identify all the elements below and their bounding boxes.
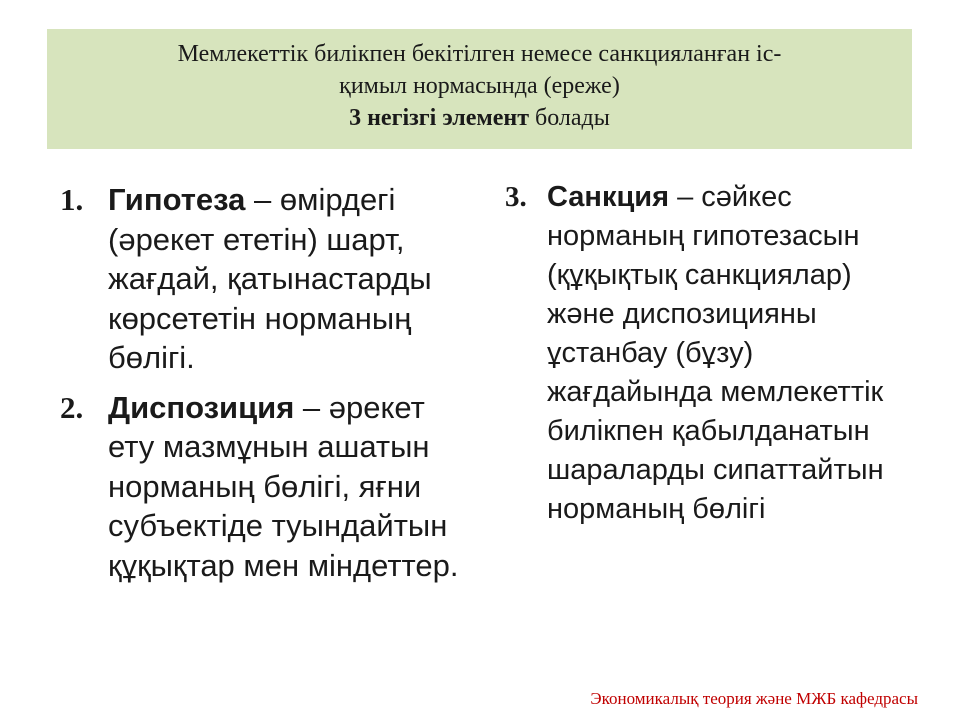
title-box: [47, 29, 912, 149]
item-text: – сәйкес норманың гипотезасын (құқықтық санкциялар) және диспозицияны ұстанбау (бұзу) жағдайында мемлекеттік билікпен қабылданатын шараларды сипаттайтын норманың бөлігі: [547, 181, 884, 525]
item-number: 3.: [505, 181, 527, 213]
list-item-sanction: [505, 178, 915, 529]
right-column: [505, 178, 915, 529]
title-line-3: [67, 102, 892, 134]
list-item-hypothesis: [60, 180, 460, 378]
item-number: 2.: [60, 389, 84, 425]
item-text: – әрекет ету мазмұнын ашатын норманың бөлігі, яғни субъектіде туындайтын құқықтар мен міндеттер.: [108, 389, 459, 583]
title-line-1: Мемлекеттік билікпен бекітілген немесе санкцияланған іс-: [177, 41, 782, 67]
title-rest-phrase: болады: [529, 105, 610, 131]
left-column: [60, 180, 460, 585]
title-bold-phrase: 3 негізгі элемент: [349, 105, 530, 131]
title-line-2: қимыл нормасында (ереже): [339, 73, 620, 99]
item-text: – өмірдегі (әрекет ететін) шарт, жағдай, қатынастарды көрсететін норманың бөлігі.: [108, 182, 432, 375]
item-term: Диспозиция: [108, 389, 295, 425]
item-term: Санкция: [547, 181, 670, 213]
item-number: 1.: [60, 182, 84, 217]
footer-department: Экономикалық теория және МЖБ кафедрасы: [590, 689, 918, 708]
item-term: Гипотеза: [108, 182, 246, 217]
list-item-disposition: [60, 388, 460, 586]
